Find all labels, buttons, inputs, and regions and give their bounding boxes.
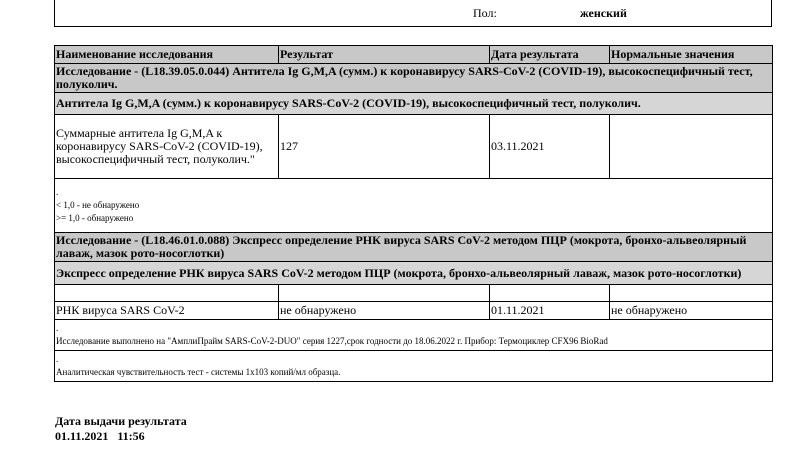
subsection-row: [55, 93, 773, 115]
table-row: [55, 115, 773, 179]
date-cell: 01.11.2021: [490, 302, 610, 320]
spacer-row: [55, 285, 773, 302]
subsection-title: Антитела Ig G,M,A (сумм.) к коронавирусу SARS-CoV-2 (COVID-19), высокоспецифичный тест, полуколич.: [55, 93, 773, 115]
reference-line: >= 1,0 - обнаружено: [56, 213, 134, 223]
test-name-cell: Суммарные антитела Ig G,M,A к коронавирусу SARS-CoV-2 (COVID-19), высокоспецифичный тест, полуколич.": [55, 115, 279, 179]
reference-note: [55, 179, 773, 233]
method-note-text: Исследование выполнено на "АмплиПрайм SARS-CoV-2-DUO" серия 1227,срок годности до 18.06.2022 г. Прибор: Термоциклер CFX96 BioRad: [56, 336, 608, 346]
note-dot: .: [56, 354, 59, 364]
reference-note-row: [55, 179, 773, 233]
sensitivity-note-row: [55, 351, 773, 382]
sensitivity-note: [55, 351, 773, 382]
result-cell: не обнаружено: [279, 302, 490, 320]
patient-info-box: [54, 0, 772, 27]
note-dot: .: [56, 187, 59, 197]
result-cell: 127: [279, 115, 490, 179]
issue-date-label: Дата выдачи результата: [55, 414, 187, 428]
issue-datetime: 01.11.2021 11:56: [55, 429, 145, 443]
test-name-cell: РНК вируса SARS CoV-2: [55, 302, 279, 320]
subsection-title: Экспресс определение РНК вируса SARS CoV-2 методом ПЦР (мокрота, бронхо-альвеолярный лаваж, мазок рото-носоглотки): [55, 262, 773, 285]
issue-date-block: [55, 414, 187, 444]
section-title: Исследование - (L18.46.01.0.088) Экспресс определение РНК вируса SARS CoV-2 методом ПЦР (мокрота, бронхо-альвеолярный лаваж, мазок рото-носоглотки): [55, 233, 773, 262]
method-note-row: [55, 320, 773, 351]
header-date: Дата результата: [490, 46, 610, 64]
sensitivity-note-text: Аналитическая чувствительность тест - системы 1х103 копий/мл образца.: [56, 367, 341, 377]
header-result: Результат: [279, 46, 490, 64]
section-row: [55, 233, 773, 262]
normal-cell: [610, 115, 773, 179]
method-note: [55, 320, 773, 351]
results-table: [54, 45, 773, 382]
normal-cell: не обнаружено: [610, 302, 773, 320]
subsection-row: [55, 262, 773, 285]
reference-line: < 1,0 - не обнаружено: [56, 200, 140, 210]
sex-label: Пол:: [473, 6, 497, 20]
section-row: [55, 64, 773, 93]
header-normal: Нормальные значения: [610, 46, 773, 64]
table-row: [55, 302, 773, 320]
sex-value: женский: [580, 6, 627, 20]
date-cell: 03.11.2021: [490, 115, 610, 179]
note-dot: .: [56, 323, 59, 333]
header-test-name: Наименование исследования: [55, 46, 279, 64]
table-header-row: [55, 46, 773, 64]
section-title: Исследование - (L18.39.05.0.044) Антитела Ig G,M,A (сумм.) к коронавирусу SARS-CoV-2 (COVID-19), высокоспецифичный тест, полуколич.: [55, 64, 773, 93]
